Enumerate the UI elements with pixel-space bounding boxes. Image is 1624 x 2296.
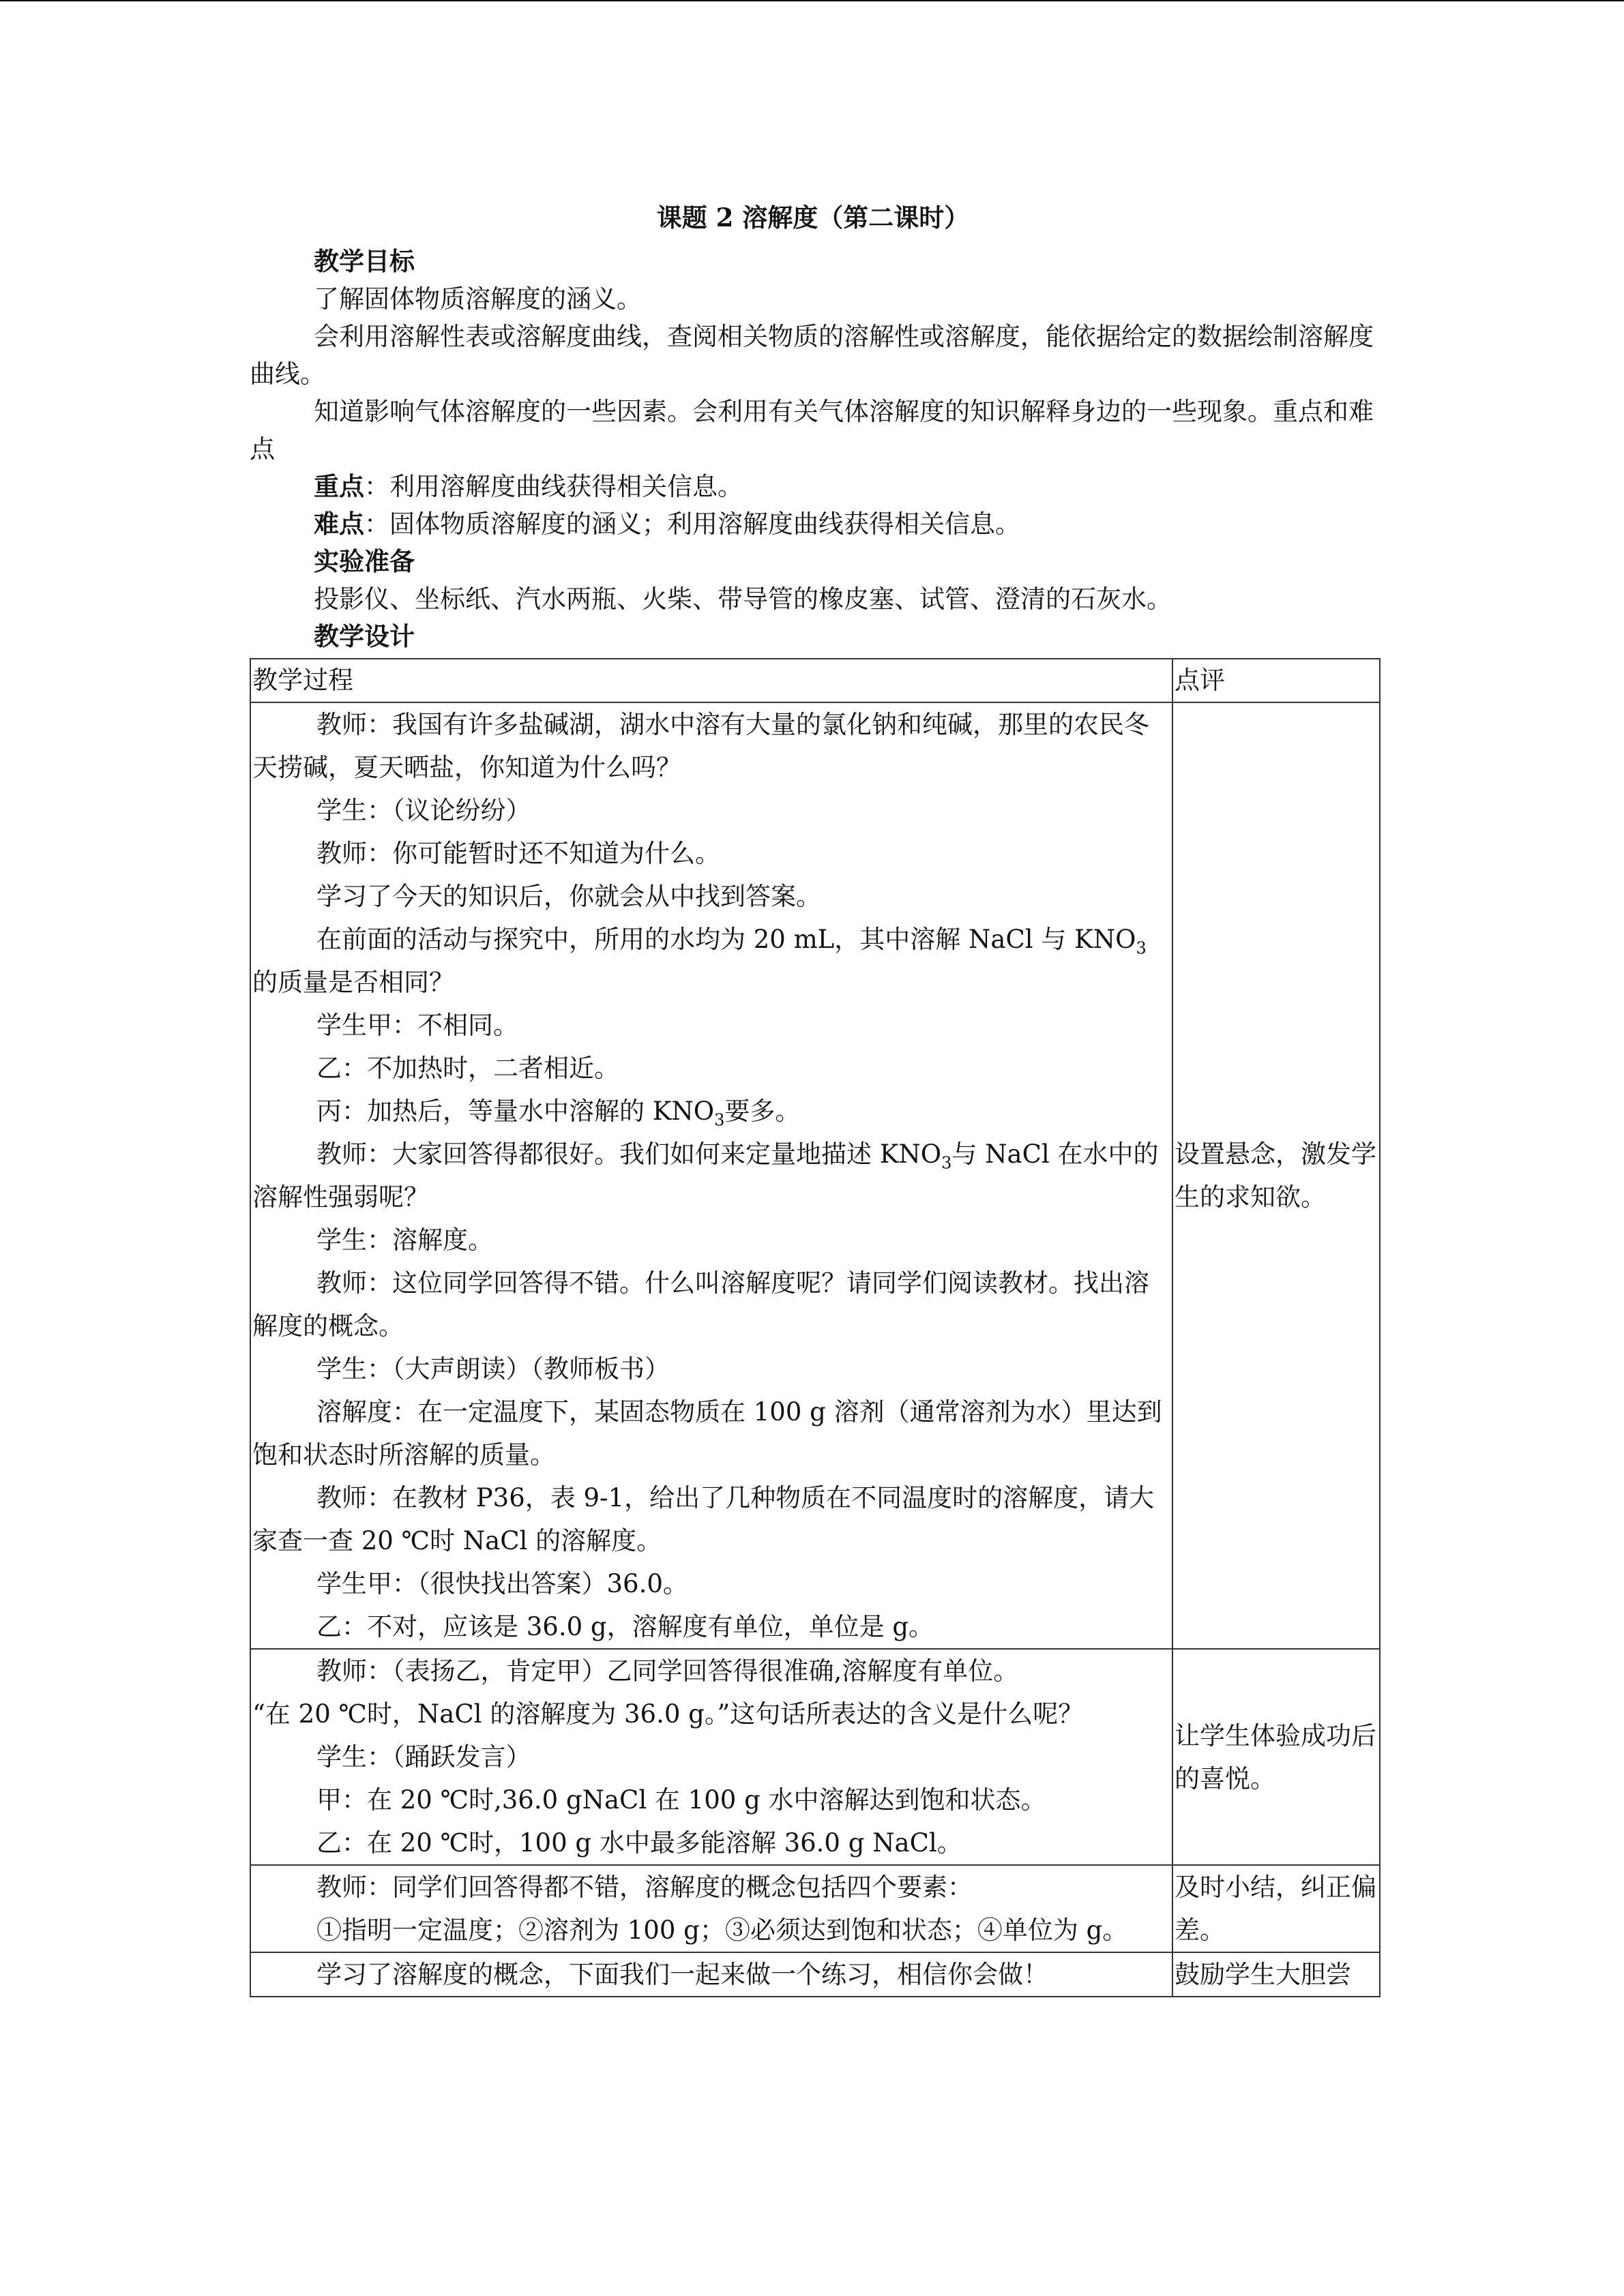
- dialogue-text: 要多。: [724, 1097, 801, 1126]
- key-point-text: ：利用溶解度曲线获得相关信息。: [364, 472, 743, 501]
- process-cell: [250, 702, 1172, 1649]
- dialogue-text: 在前面的活动与探究中，所用的水均为 20 mL，其中溶解 NaCl 与 KNO: [316, 925, 1136, 954]
- table-header-row: [250, 659, 1380, 702]
- dialogue-line: 学生：（大声朗读）（教师板书）: [316, 1354, 670, 1384]
- dialogue-text: 丙：加热后，等量水中溶解的 KNO: [316, 1097, 715, 1126]
- dialogue-text: 的质量是否相同？: [252, 968, 454, 997]
- comment-cell: 设置悬念，激发学生的求知欲。: [1172, 702, 1380, 1649]
- dialogue-line: 教师：同学们回答得都不错，溶解度的概念包括四个要素：: [316, 1873, 973, 1902]
- table-row: [250, 1865, 1380, 1952]
- dialogue-line: [252, 918, 1170, 1004]
- table-row: [250, 702, 1380, 1649]
- dialogue-text: 与 NaCl 在水中的溶解性强弱呢？: [252, 1139, 1159, 1212]
- process-cell: [250, 1865, 1172, 1952]
- difficult-point-text: ：固体物质溶解度的涵义；利用溶解度曲线获得相关信息。: [364, 509, 1020, 539]
- header-comment: 点评: [1172, 659, 1380, 702]
- key-point-label: 重点: [314, 471, 364, 501]
- dialogue-line: 教师：这位同学回答得不错。什么叫溶解度呢？请同学们阅读教材。找出溶解度的概念。: [252, 1268, 1149, 1341]
- dialogue-line: 乙：不对，应该是 36.0 g，溶解度有单位，单位是 g。: [316, 1612, 934, 1641]
- dialogue-line: 学生甲：（很快找出答案）36.0。: [316, 1569, 688, 1598]
- dialogue-line: 乙：在 20 ℃时，100 g 水中最多能溶解 36.0 g NaCl。: [316, 1828, 962, 1858]
- dialogue-line: 教师：你可能暂时还不知道为什么。: [316, 839, 720, 868]
- dialogue-line: 教师：我国有许多盐碱湖，湖水中溶有大量的氯化钠和纯碱，那里的农民冬天捞碱，夏天晒盐，你知道为什么吗？: [252, 710, 1149, 782]
- comment-cell: 鼓励学生大胆尝: [1172, 1952, 1380, 1997]
- objective-2: 会利用溶解性表或溶解度曲线，查阅相关物质的溶解性或溶解度，能依据给定的数据绘制溶解度曲线。: [250, 322, 1374, 389]
- dialogue-line: 学生：（议论纷纷）: [316, 796, 531, 825]
- dialogue-line: 学生：（踊跃发言）: [316, 1742, 531, 1772]
- dialogue-text: 教师：大家回答得都很好。我们如何来定量地描述 KNO: [316, 1139, 942, 1169]
- comment-cell: 让学生体验成功后的喜悦。: [1172, 1649, 1380, 1865]
- objective-3: 知道影响气体溶解度的一些因素。会利用有关气体溶解度的知识解释身边的一些现象。重点和难点: [250, 397, 1374, 464]
- dialogue-line: 学生：溶解度。: [316, 1225, 493, 1255]
- dialogue-line: ①指明一定温度；②溶剂为 100 g；③必须达到饱和状态；④单位为 g。: [316, 1915, 1128, 1945]
- comment-cell: 及时小结，纠正偏差。: [1172, 1865, 1380, 1952]
- dialogue-line: 教师：在教材 P36，表 9-1，给出了几种物质在不同温度时的溶解度，请大家查一查 20 ℃时 NaCl 的溶解度。: [252, 1483, 1155, 1555]
- teaching-design-table: [250, 658, 1381, 1997]
- objective-1: 了解固体物质溶解度的涵义。: [314, 284, 642, 314]
- dialogue-line: 教师：（表扬乙，肯定甲）乙同学回答得很准确,溶解度有单位。: [316, 1656, 1019, 1686]
- dialogue-line: 学习了今天的知识后，你就会从中找到答案。: [316, 882, 821, 911]
- dialogue-line: “在 20 ℃时，NaCl 的溶解度为 36.0 g。”这句话所表达的含义是什么呢？: [252, 1699, 1084, 1729]
- design-heading: 教学设计: [314, 621, 415, 651]
- document-page: [250, 198, 1376, 1997]
- table-row: [250, 1649, 1380, 1865]
- difficult-point-line: [250, 505, 1376, 543]
- page-title: 课题 2 溶解度（第二课时）: [656, 203, 970, 233]
- experiment-materials: 投影仪、坐标纸、汽水两瓶、火柴、带导管的橡皮塞、试管、澄清的石灰水。: [314, 584, 1172, 614]
- page-top-border: [0, 0, 1624, 1]
- process-cell: [250, 1952, 1172, 1997]
- dialogue-line: 甲：在 20 ℃时,36.0 gNaCl 在 100 g 水中溶解达到饱和状态。: [316, 1785, 1046, 1815]
- dialogue-line: 乙：不加热时，二者相近。: [316, 1054, 619, 1083]
- subscript: 3: [1136, 938, 1147, 958]
- process-cell: [250, 1649, 1172, 1865]
- objectives-heading: 教学目标: [314, 246, 415, 276]
- dialogue-line: [252, 1133, 1170, 1219]
- table-row: [250, 1952, 1380, 1997]
- experiment-heading: 实验准备: [314, 546, 415, 576]
- dialogue-line: 学生甲：不相同。: [316, 1011, 518, 1040]
- subscript: 3: [714, 1110, 725, 1130]
- dialogue-line: [252, 1090, 1170, 1133]
- subscript: 3: [941, 1153, 952, 1173]
- key-point-line: [250, 468, 1376, 505]
- dialogue-line: 学习了溶解度的概念，下面我们一起来做一个练习，相信你会做！: [316, 1960, 1048, 1989]
- dialogue-line: 溶解度：在一定温度下，某固态物质在 100 g 溶剂（通常溶剂为水）里达到饱和状态时所溶解的质量。: [252, 1397, 1162, 1470]
- header-process: 教学过程: [250, 659, 1172, 702]
- difficult-point-label: 难点: [314, 509, 364, 539]
